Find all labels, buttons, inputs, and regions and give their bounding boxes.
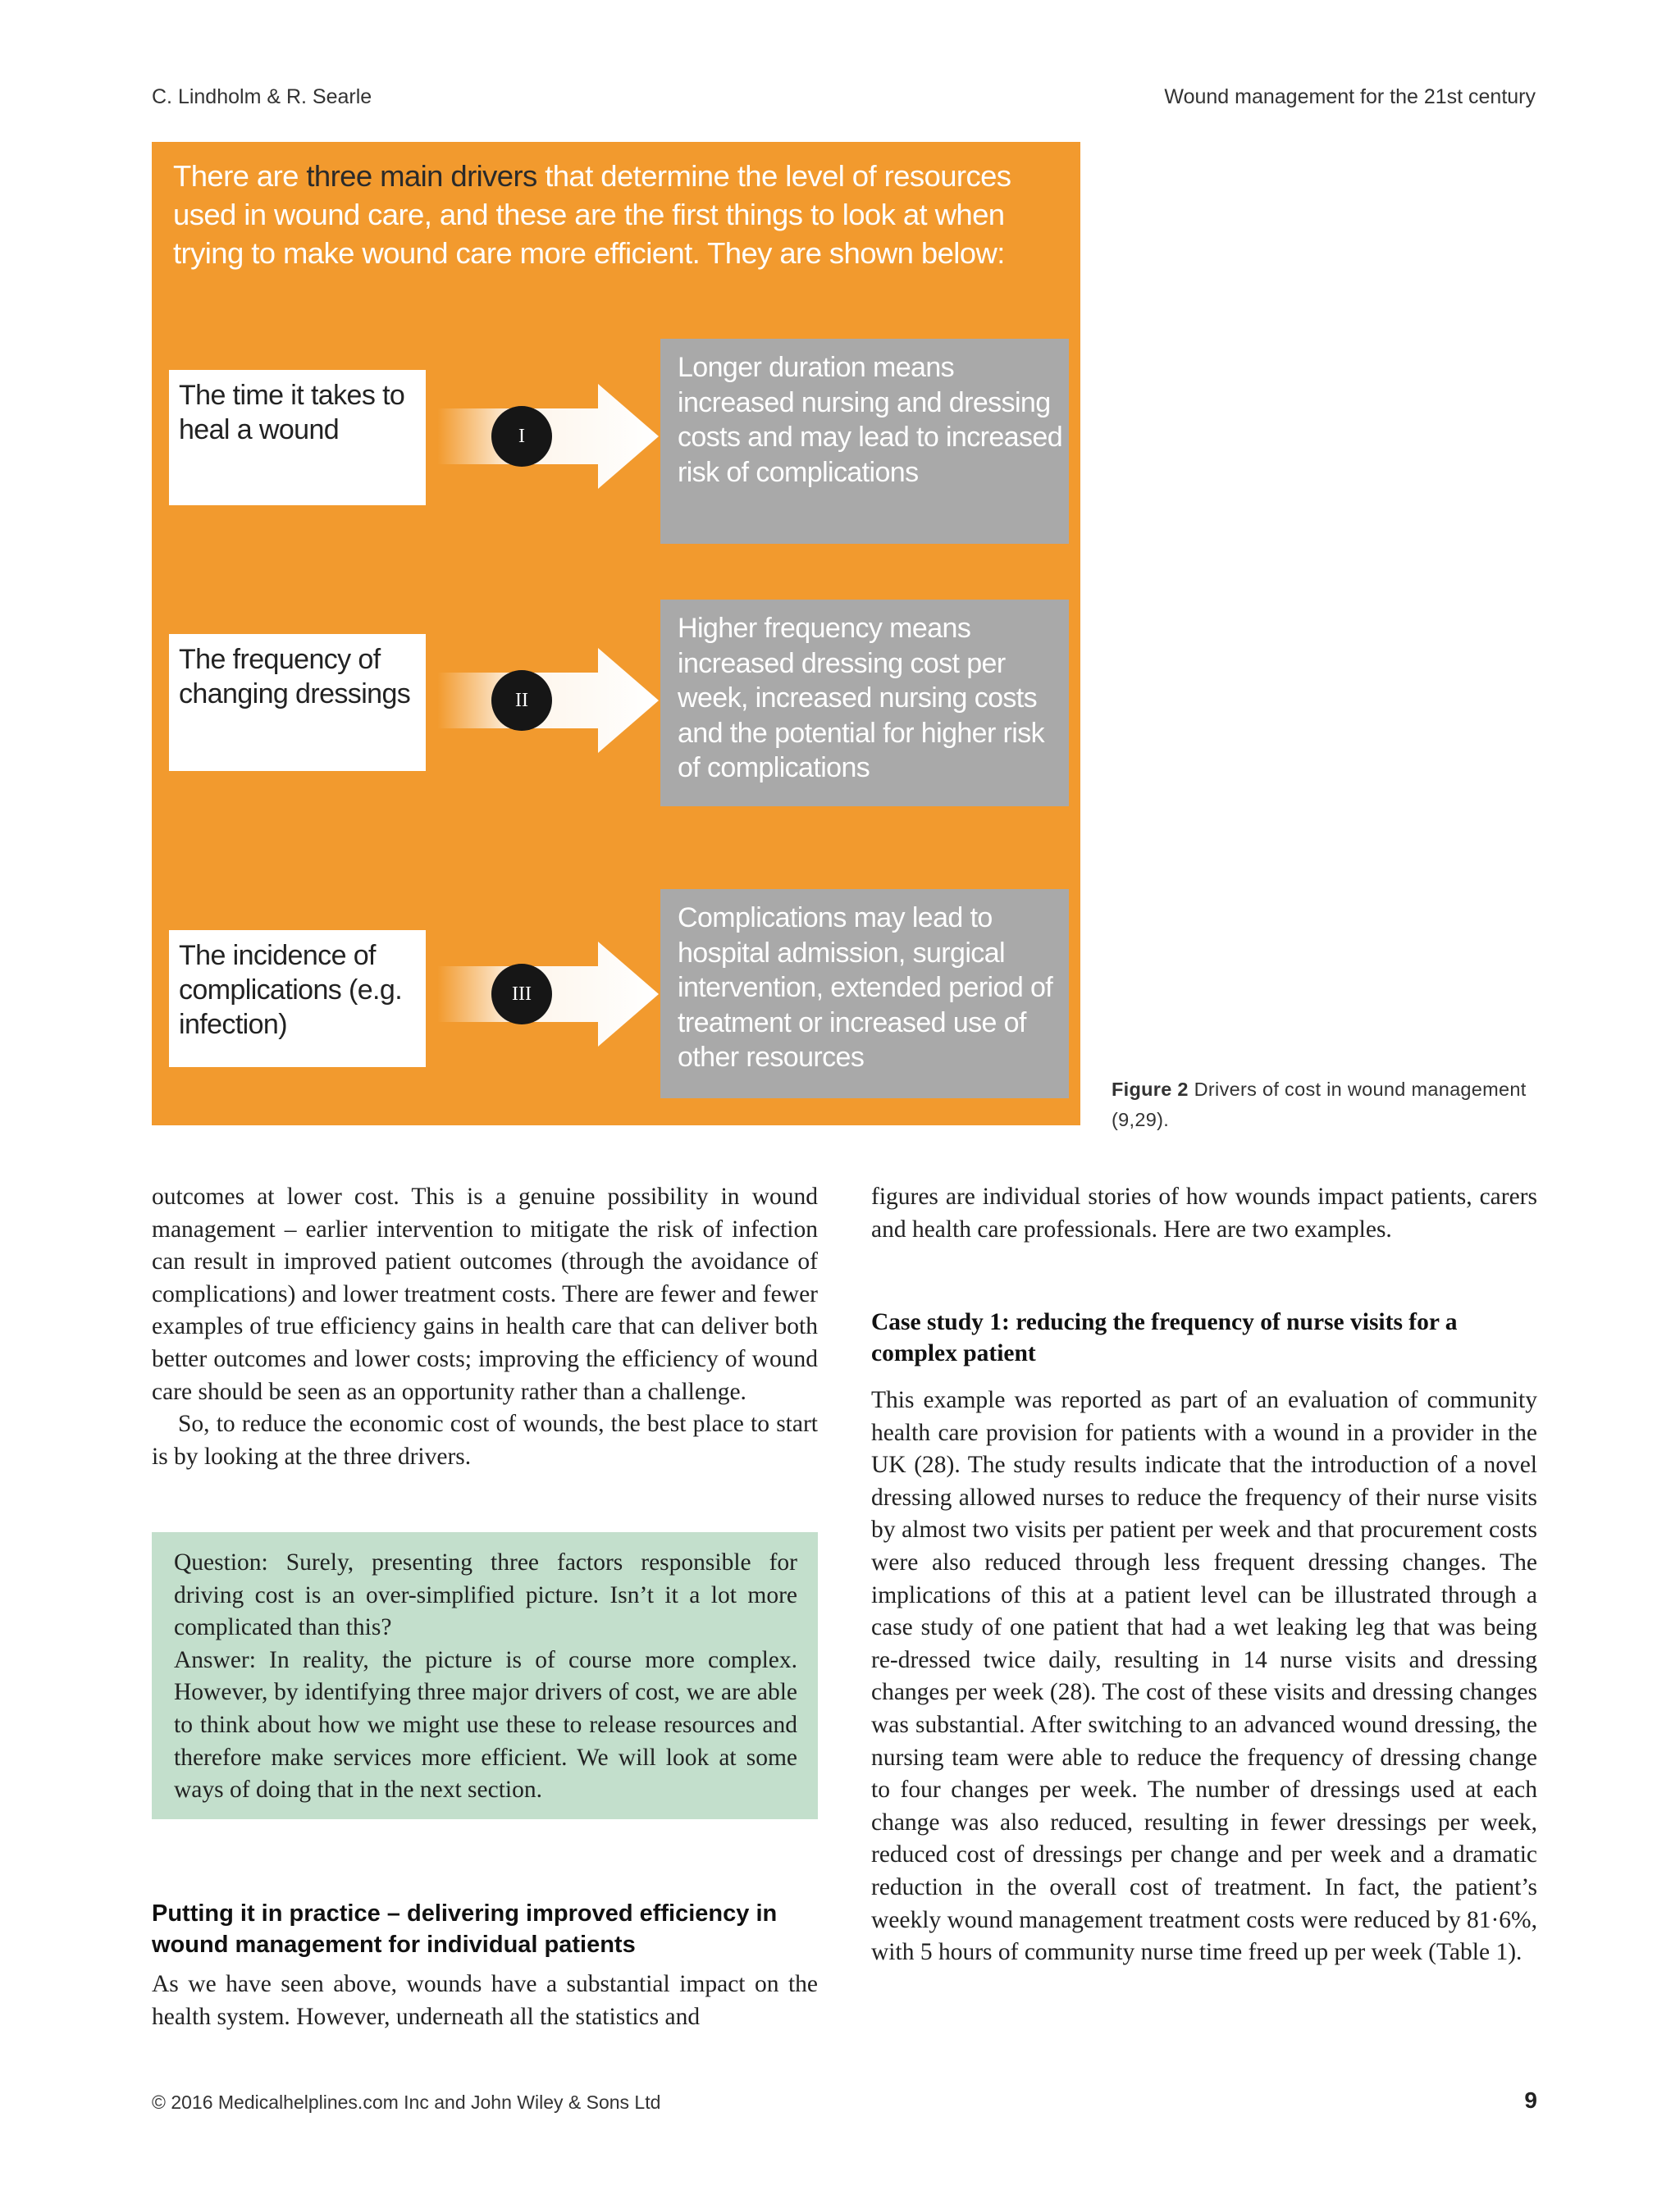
driver-box-1: The time it takes to heal a wound [169,370,426,505]
intro-text-end: that determine the level of resources used in wound care, and these are the first things to look at when trying to make wound care more efficient. They are shown below: [173,159,1011,270]
running-head-journal-title: Wound management for the 21st century [1164,85,1536,108]
figure-drivers-of-cost [152,142,1080,1125]
footer-copyright: © 2016 Medicalhelplines.com Inc and John Wiley & Sons Ltd [152,2092,661,2113]
page-number: 9 [1524,2087,1537,2113]
driver-box-2: The frequency of changing dressings [169,634,426,771]
left-column-intro [152,1181,818,1473]
question-answer-box [152,1532,818,1819]
figure-caption-text: Drivers of cost in wound management (9,29). [1112,1079,1527,1130]
driver-box-3: The incidence of complications (e.g. infection) [169,930,426,1067]
numeral-circle-3: III [491,964,552,1024]
figure-intro-text [173,157,1043,272]
figure-caption [1112,1074,1534,1135]
intro-highlight: three main drivers [306,159,537,193]
effect-box-3: Complications may lead to hospital admission, surgical intervention, extended period of treatment or increased use of other resources [660,889,1069,1098]
body-paragraph: outcomes at lower cost. This is a genuine possibility in wound management – earlier intervention to mitigate the risk of infection can result in improved patient outcomes (through the avoidance of complications) and lower treatment costs. There are fewer and fewer examples of true efficiency gains in health care that can deliver both better outcomes and lower costs; improving the efficiency of wound care should be seen as an opportunity rather than a challenge. [152,1184,818,1405]
numeral-circle-2: II [491,670,552,731]
section-heading: Putting it in practice – delivering improved efficiency in wound management for individual patients [152,1900,778,1958]
running-head-authors: C. Lindholm & R. Searle [152,85,372,108]
qa-answer: Answer: In reality, the picture is of course more complex. However, by identifying three major drivers of cost, we are able to think about how we might use these to release resources and therefore make services more efficient. We will look at some ways of doing that in the next section. [174,1646,797,1804]
effect-box-1: Longer duration means increased nursing and dressing costs and may lead to increased risk of complications [660,339,1069,544]
section-paragraph: As we have seen above, wounds have a substantial impact on the health system. However, underneath all the statistics and [152,1971,818,2030]
case-study-paragraph: This example was reported as part of an evaluation of community health care provision for patients with a wound in a provider in the UK (28). The study results indicate that the introduction of a novel dressing allowed nurses to reduce the frequency of their nurse visits by almost two visits per patient per week and that procurement costs were also reduced through less frequent dressing changes. The implications of this at a patient level can be illustrated through a case study of one patient that had a wet leaking leg that was being re-dressed twice daily, resulting in 14 nurse visits and dressing changes per week (28). The cost of these visits and dressing changes was substantial. After switching to an advanced wound dressing, the nursing team were able to reduce the frequency of dressing change to four changes per week. The number of dressings used at each change was also reduced, resulting in fewer dressings per week, reduced cost of dressings per change and per week and a dramatic reduction in the overall cost of treatment. In fact, the patient’s weekly wound management treatment costs were reduced by 81·6%, with 5 hours of community nurse time freed up per week (Table 1). [871,1387,1537,1966]
case-study-heading: Case study 1: reducing the frequency of nurse visits for a complex patient [871,1309,1458,1366]
right-column-intro: figures are individual stories of how wounds impact patients, carers and health care professionals. Here are two examples. [871,1184,1537,1243]
figure-caption-label: Figure 2 [1112,1079,1189,1100]
intro-text-start: There are [173,159,307,193]
body-paragraph: So, to reduce the economic cost of wounds, the best place to start is by looking at the three drivers. [152,1411,818,1470]
effect-box-2: Higher frequency means increased dressing cost per week, increased nursing costs and the potential for higher risk of complications [660,600,1069,806]
qa-question: Question: Surely, presenting three factors responsible for driving cost is an over-simplified picture. Isn’t it a lot more complicated than this? [174,1549,797,1641]
numeral-circle-1: I [491,406,552,467]
